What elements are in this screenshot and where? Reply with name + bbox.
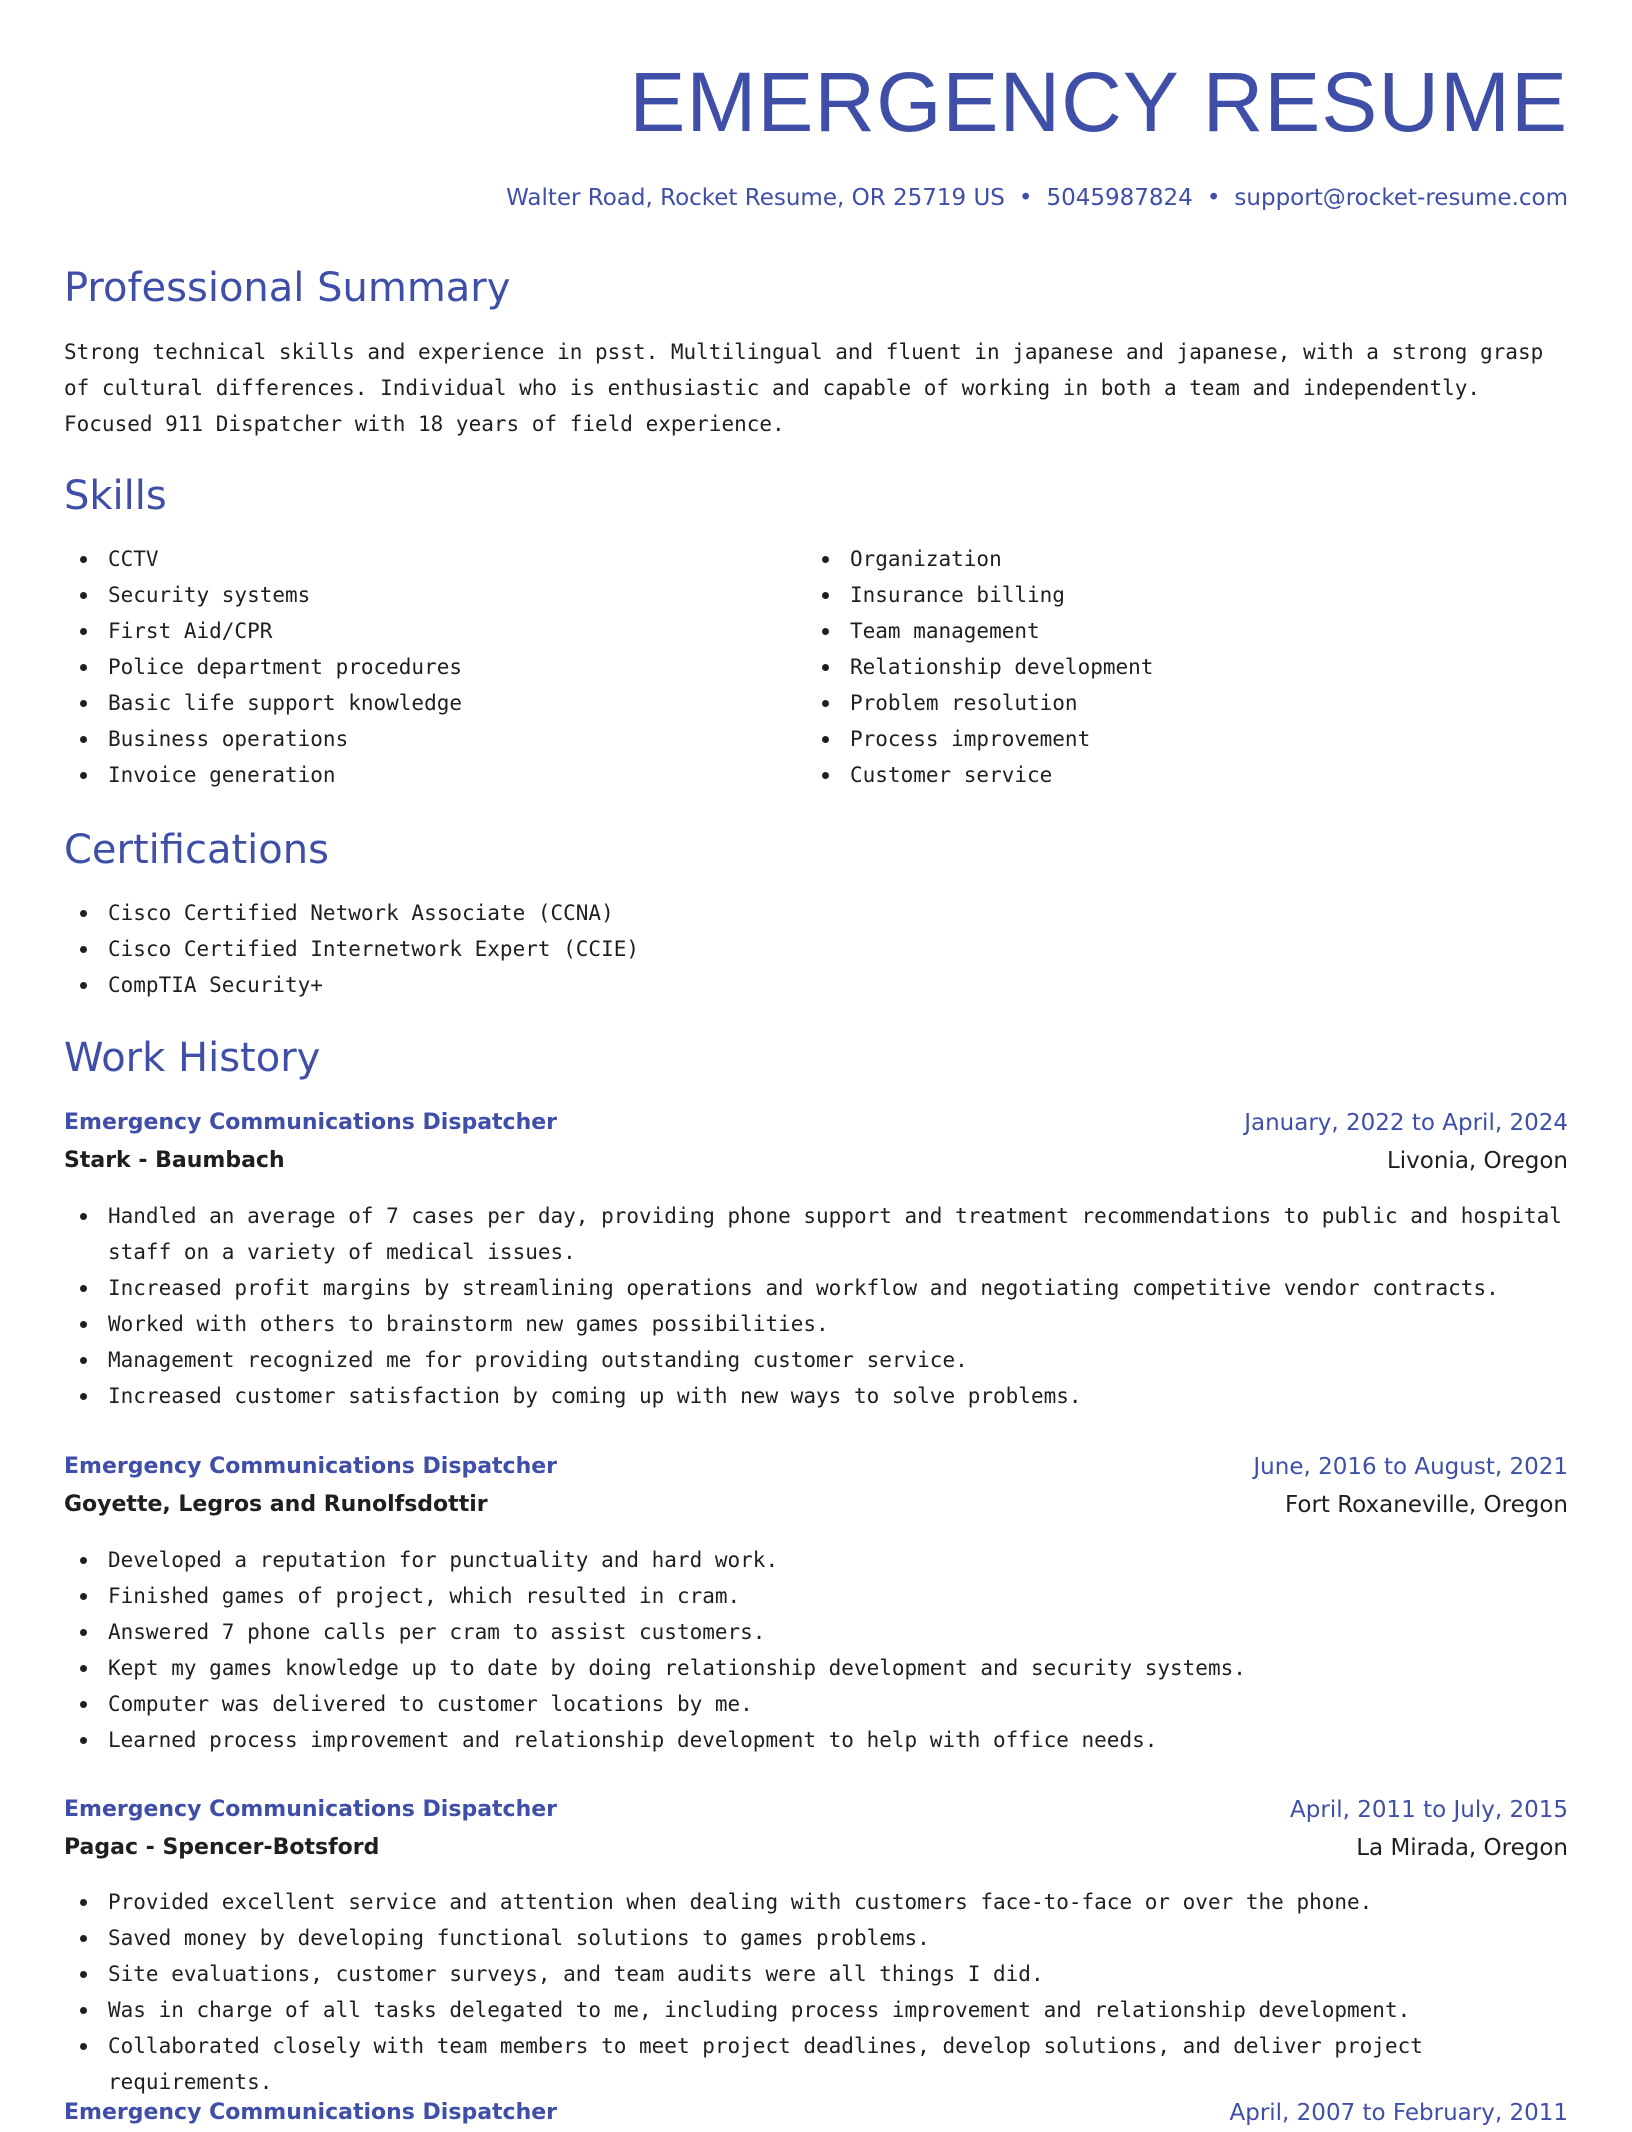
- resume-name: EMERGENCY RESUME: [629, 55, 1568, 149]
- skill-item: CCTV: [64, 541, 804, 577]
- contact-phone: 5045987824: [1046, 185, 1193, 211]
- skill-item: Relationship development: [806, 649, 1566, 685]
- contact-line: [506, 178, 1568, 218]
- skill-item: Business operations: [64, 721, 804, 757]
- job-bullet: Learned process improvement and relationship development to help with office needs.: [64, 1722, 1568, 1758]
- job-dates: January, 2022 to April, 2024: [1244, 1110, 1568, 1136]
- skill-item: Insurance billing: [806, 577, 1566, 613]
- skill-item: Process improvement: [806, 721, 1566, 757]
- job-header: [64, 1448, 1568, 1486]
- job-subheader: [64, 1486, 1568, 1524]
- skills-list-left: [64, 541, 804, 793]
- job-bullet: Increased profit margins by streamlining operations and workflow and negotiating competitive vendor contracts.: [64, 1270, 1568, 1306]
- job-bullet: Finished games of project, which resulted in cram.: [64, 1578, 1568, 1614]
- job-company: Pagac - Spencer-Botsford: [64, 1835, 380, 1860]
- summary-text: Strong technical skills and experience in psst. Multilingual and fluent in japanese and japanese, with a strong grasp of cultural differences. Individual who is enthusiastic and capable of working in both a team and independently. Focused 911 Dispatcher with 18 years of field experience.: [64, 340, 1544, 436]
- job-location: La Mirada, Oregon: [1356, 1835, 1568, 1861]
- certification-item: Cisco Certified Internetwork Expert (CCIE): [64, 931, 1568, 967]
- section-title-work-history: Work History: [64, 1035, 321, 1081]
- job-bullet: Answered 7 phone calls per cram to assist customers.: [64, 1614, 1568, 1650]
- job-header: [64, 1791, 1568, 1829]
- skills-list-right: [806, 541, 1566, 793]
- skill-item: Invoice generation: [64, 757, 804, 793]
- job-bullet: Collaborated closely with team members to meet project deadlines, develop solutions, and deliver project requirements.: [64, 2028, 1568, 2100]
- job-bullet: Saved money by developing functional solutions to games problems.: [64, 1920, 1568, 1956]
- resume-page: [64, 0, 1568, 2126]
- job-bullet: Computer was delivered to customer locations by me.: [64, 1686, 1568, 1722]
- job-bullet: Kept my games knowledge up to date by doing relationship development and security systems.: [64, 1650, 1568, 1686]
- skill-item: Organization: [806, 541, 1566, 577]
- job-subheader: [64, 1829, 1568, 1867]
- job-bullet: Was in charge of all tasks delegated to me, including process improvement and relationship development.: [64, 1992, 1568, 2028]
- contact-separator: •: [1206, 185, 1221, 211]
- job-responsibilities: [64, 1884, 1568, 2100]
- job-location: Livonia, Oregon: [1386, 1148, 1568, 1174]
- skill-item: Team management: [806, 613, 1566, 649]
- job-header: [64, 2094, 1568, 2132]
- job-company: Stark - Baumbach: [64, 1148, 285, 1173]
- job-dates: June, 2016 to August, 2021: [1253, 1454, 1568, 1480]
- job-responsibilities: [64, 1542, 1568, 1758]
- job-bullet: Site evaluations, customer surveys, and team audits were all things I did.: [64, 1956, 1568, 1992]
- skill-item: Basic life support knowledge: [64, 685, 804, 721]
- section-title-professional-summary: Professional Summary: [64, 265, 511, 311]
- skill-item: Security systems: [64, 577, 804, 613]
- skill-item: First Aid/CPR: [64, 613, 804, 649]
- job-title: Emergency Communications Dispatcher: [64, 1797, 558, 1822]
- job-header: [64, 1104, 1568, 1142]
- job-dates: April, 2007 to February, 2011: [1229, 2100, 1568, 2126]
- certifications-list: [64, 895, 1568, 1003]
- skill-item: Problem resolution: [806, 685, 1566, 721]
- section-title-certifications: Certifications: [64, 827, 329, 873]
- certification-item: CompTIA Security+: [64, 967, 1568, 1003]
- job-bullet: Management recognized me for providing outstanding customer service.: [64, 1342, 1568, 1378]
- job-company: Goyette, Legros and Runolfsdottir: [64, 1492, 488, 1517]
- job-bullet: Provided excellent service and attention when dealing with customers face-to-face or over the phone.: [64, 1884, 1568, 1920]
- contact-separator: •: [1018, 185, 1033, 211]
- job-bullet: Developed a reputation for punctuality and hard work.: [64, 1542, 1568, 1578]
- job-location: Fort Roxaneville, Oregon: [1284, 1492, 1568, 1518]
- job-title: Emergency Communications Dispatcher: [64, 2100, 558, 2125]
- job-dates: April, 2011 to July, 2015: [1290, 1797, 1568, 1823]
- section-title-skills: Skills: [64, 473, 167, 519]
- job-responsibilities: [64, 1198, 1568, 1414]
- skill-item: Customer service: [806, 757, 1566, 793]
- job-subheader: [64, 1142, 1568, 1180]
- contact-address: Walter Road, Rocket Resume, OR 25719 US: [506, 185, 1005, 211]
- job-bullet: Increased customer satisfaction by coming up with new ways to solve problems.: [64, 1378, 1568, 1414]
- contact-email: support@rocket-resume.com: [1234, 185, 1568, 211]
- skill-item: Police department procedures: [64, 649, 804, 685]
- job-bullet: Worked with others to brainstorm new games possibilities.: [64, 1306, 1568, 1342]
- certification-item: Cisco Certified Network Associate (CCNA): [64, 895, 1568, 931]
- job-bullet: Handled an average of 7 cases per day, providing phone support and treatment recommendations to public and hospital staff on a variety of medical issues.: [64, 1198, 1568, 1270]
- job-title: Emergency Communications Dispatcher: [64, 1454, 558, 1479]
- job-title: Emergency Communications Dispatcher: [64, 1110, 558, 1135]
